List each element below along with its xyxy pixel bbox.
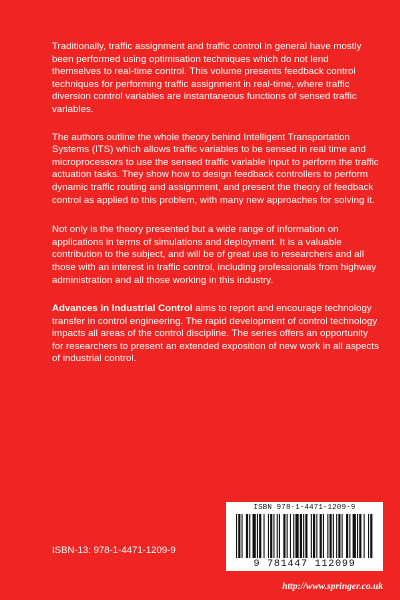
publisher-url[interactable]: http://www.springer.co.uk (282, 582, 383, 592)
isbn-13-text: ISBN-13: 978-1-4471-1209-9 (52, 545, 176, 556)
blurb-paragraph-applications: Not only is the theory presented but a wide range of information on applications in terms of simulations and deployment. It is a valuable contribution to the subject, and will be of great use to researchers and all those with an interest in traffic control, including professionals from highway administration and all those working in this industry. (52, 224, 377, 286)
barcode-box (226, 502, 383, 571)
blurb-paragraph-authors: The authors outline the whole theory behind Intelligent Transportation Systems (ITS) which allows traffic variables to be sensed in real time and microprocessors to use the sensed traffic variable input to perform the traffic actuation tasks. They show how to design feedback controllers to perform dynamic traffic routing and assignment, and present the theory of feedback control as applied to this problem, with many new approaches for solving it. (52, 131, 379, 206)
barcode-isbn-label: ISBN 978-1-4471-1209-9 (253, 504, 356, 512)
blurb-paragraph-intro: Traditionally, traffic assignment and traffic control in general have mostly been performed using optimisation techniques which do not lend themselves to real-time control. This volume presents feedback control techniques for performing traffic assignment in real-time, where traffic diversion control variables are instantaneous functions of sensed traffic variables. (52, 41, 362, 115)
barcode-icon (236, 514, 373, 558)
series-name: Advances in Industrial Control (52, 303, 193, 315)
series-paragraph (52, 303, 380, 366)
barcode-digits: 9 781447 112099 (253, 559, 356, 570)
series-description: aims to report and encourage technology transfer in control engineering. The rapid development of control technology impacts all areas of the control discipline. The series offers an opportunity for researchers to present an extended exposition of new work in all aspects of industrial control. (52, 303, 379, 365)
blurb-text (52, 41, 380, 381)
